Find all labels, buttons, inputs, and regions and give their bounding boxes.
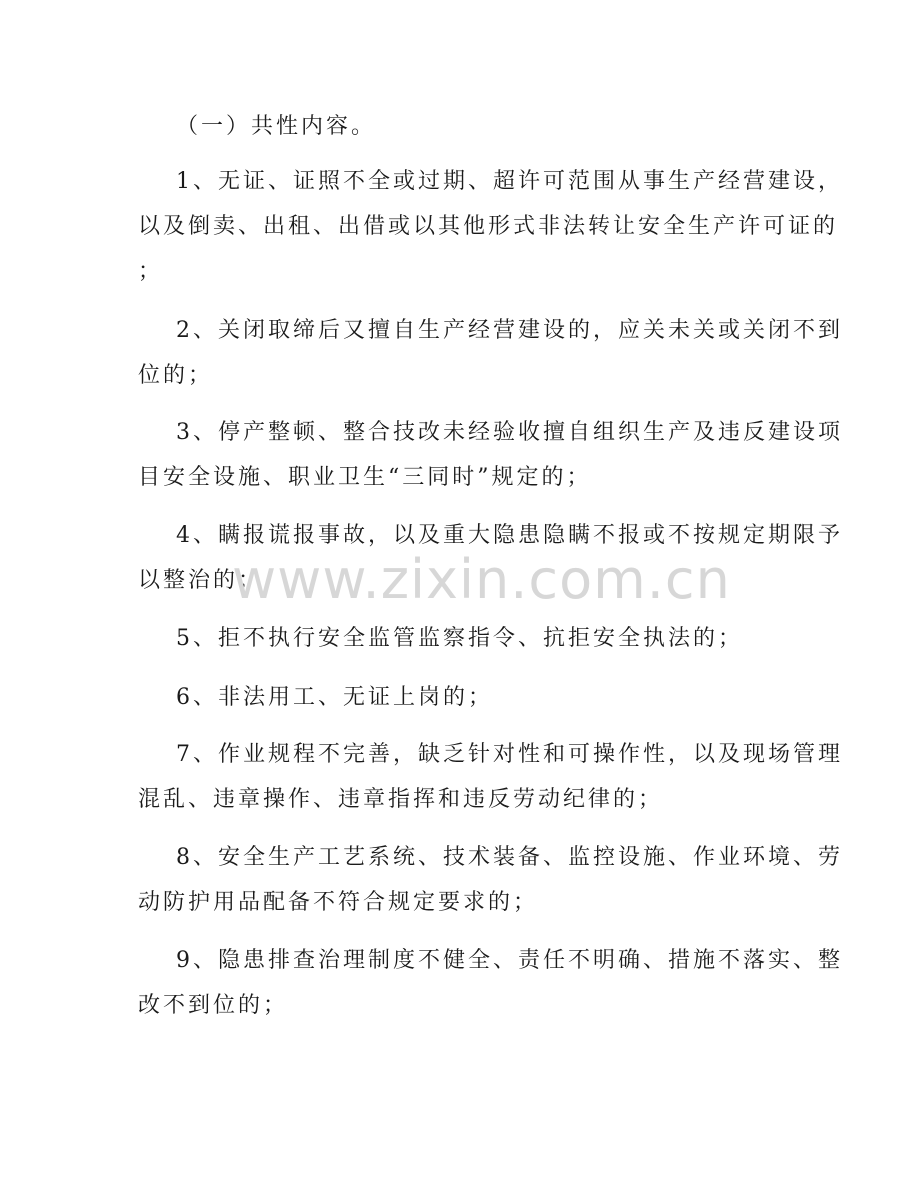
item-8-line-2: 动防护用品配备不符合规定要求的； — [138, 890, 539, 915]
item-3-line-1: 3、停产整顿、整合技改未经验收擅自组织生产及违反建设项 — [176, 420, 843, 445]
item-9-line-2: 改不到位的； — [138, 993, 289, 1018]
watermark: www.zixin.com.cn — [232, 548, 731, 611]
item-4-line-1: 4、瞒报谎报事故，以及重大隐患隐瞒不报或不按规定期限予 — [176, 523, 843, 548]
item-7-line-2: 混乱、违章操作、违章指挥和违反劳动纪律的； — [138, 787, 664, 812]
item-2-line-2: 位的； — [138, 363, 214, 388]
item-5-line-1: 5、拒不执行安全监管监察指令、抗拒安全执法的； — [176, 626, 743, 651]
item-3-line-2: 目安全设施、职业卫生“三同时”规定的； — [138, 465, 592, 490]
item-1-line-2: 以及倒卖、出租、出借或以其他形式非法转让安全生产许可证的 — [138, 214, 839, 239]
item-4-line-2: 以整治的； — [138, 568, 264, 593]
item-8-line-1: 8、安全生产工艺系统、技术装备、监控设施、作业环境、劳 — [176, 845, 843, 870]
item-6-line-1: 6、非法用工、无证上岗的； — [176, 685, 493, 710]
item-2-line-1: 2、关闭取缔后又擅自生产经营建设的，应关未关或关闭不到 — [176, 318, 843, 343]
item-1-line-3: ； — [138, 259, 164, 284]
item-7-line-1: 7、作业规程不完善，缺乏针对性和可操作性，以及现场管理 — [176, 742, 843, 767]
item-9-line-1: 9、隐患排查治理制度不健全、责任不明确、措施不落实、整 — [176, 948, 843, 973]
section-heading: （一）共性内容。 — [176, 114, 377, 139]
item-1-line-1: 1、无证、证照不全或过期、超许可范围从事生产经营建设， — [176, 169, 843, 194]
